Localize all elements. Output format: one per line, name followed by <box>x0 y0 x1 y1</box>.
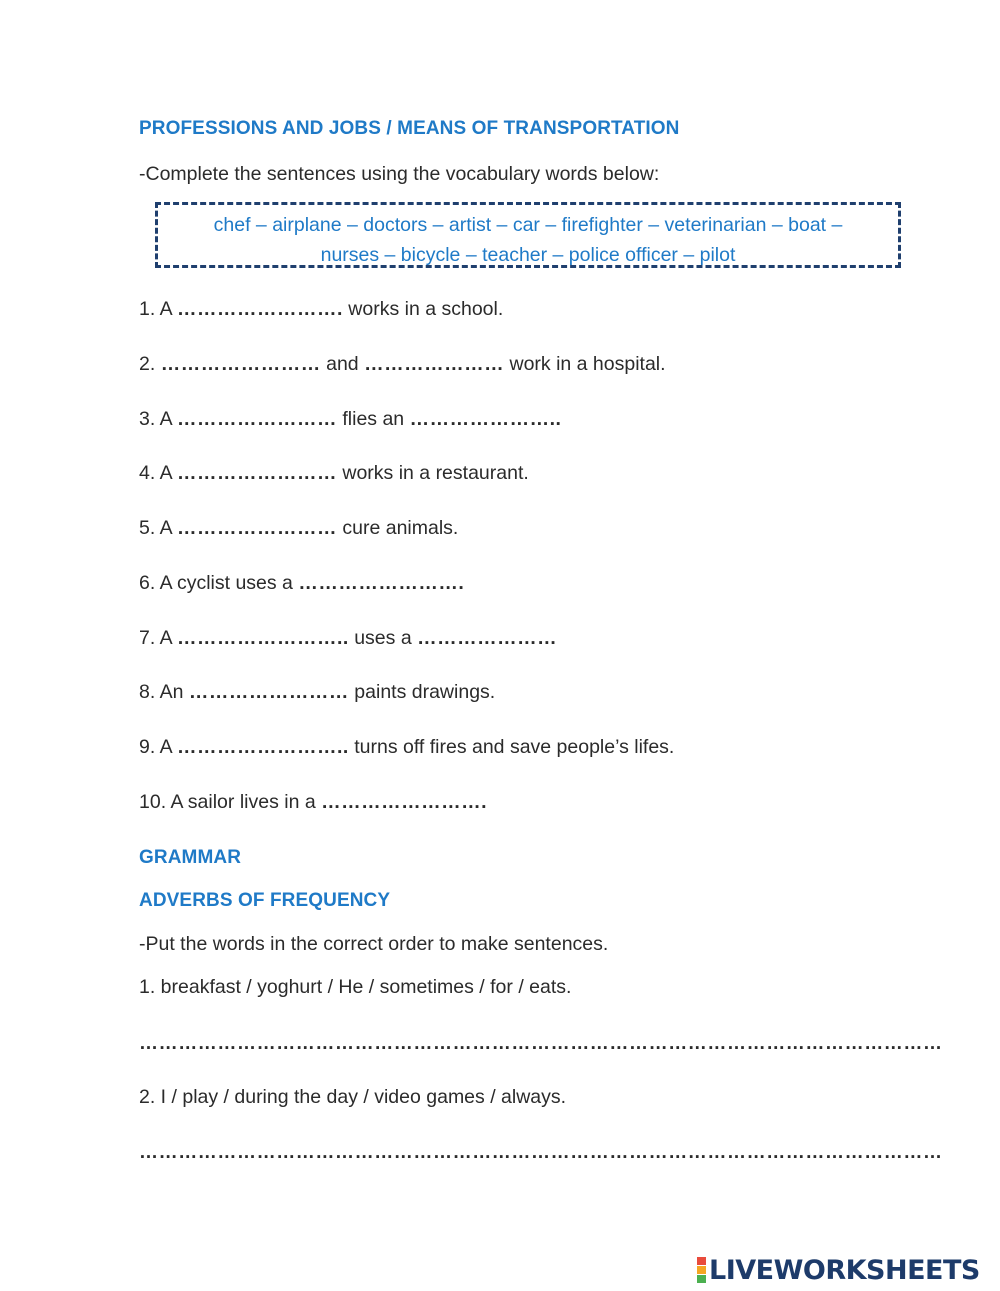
instruction-complete: -Complete the sentences using the vocabulary words below: <box>139 163 660 185</box>
sentence-4 <box>139 462 529 485</box>
sentence-text: flies an <box>336 408 410 430</box>
sentence-7 <box>139 627 557 650</box>
sentence-text: turns off fires and save people’s lifes. <box>348 736 675 758</box>
sentence-text: 2. <box>139 353 161 375</box>
blank-field[interactable]: …………………… <box>176 517 337 539</box>
blank-field[interactable]: …………………… <box>188 681 349 703</box>
sentence-text: work in a hospital. <box>504 353 666 375</box>
sentence-text: 4. A <box>139 462 177 484</box>
blank-field[interactable]: …………………… <box>176 408 337 430</box>
sentence-text: and <box>320 353 365 375</box>
liveworksheets-logo <box>697 1256 980 1284</box>
section-title-professions: PROFESSIONS AND JOBS / MEANS OF TRANSPORTATION <box>139 118 680 139</box>
blank-field[interactable]: …………………… <box>160 353 321 375</box>
sentence-10 <box>139 791 487 814</box>
answer-line-1[interactable]: …………………………………………………………………………………………………………… <box>139 1033 943 1054</box>
blank-field[interactable]: …………………… <box>176 462 337 484</box>
sentence-text: 7. A <box>139 627 177 649</box>
sentence-5 <box>139 517 458 540</box>
sentence-text: 5. A <box>139 517 177 539</box>
blank-field[interactable]: ……………………. <box>321 791 488 813</box>
sentence-2 <box>139 353 666 376</box>
word-bank-box <box>155 202 901 268</box>
blank-field[interactable]: ………………… <box>364 353 505 375</box>
sentence-9 <box>139 736 674 759</box>
blank-field[interactable]: …………………….. <box>176 627 349 649</box>
sentence-text: uses a <box>348 627 418 649</box>
logo-text: LIVEWORKSHEETS <box>709 1254 980 1286</box>
sentence-text: 9. A <box>139 736 177 758</box>
blank-field[interactable]: ……………………. <box>176 298 343 320</box>
word-bank-row-2: nurses – bicycle – teacher – police officer – pilot <box>320 244 736 266</box>
logo-block <box>697 1266 706 1274</box>
blank-field[interactable]: ……………………. <box>298 572 465 594</box>
order-prompt-2: 2. I / play / during the day / video games / always. <box>139 1086 567 1108</box>
order-prompt-1: 1. breakfast / yoghurt / He / sometimes / for / eats. <box>139 976 572 998</box>
sentence-text: 8. An <box>139 681 189 703</box>
logo-block <box>697 1257 706 1265</box>
sentence-6 <box>139 572 464 595</box>
blank-field[interactable]: …………………….. <box>176 736 349 758</box>
sentence-8 <box>139 681 495 704</box>
sentence-text: 6. A cyclist uses a <box>139 572 299 594</box>
answer-line-2[interactable]: …………………………………………………………………………………………………………… <box>139 1142 943 1163</box>
blank-field[interactable]: ………………… <box>417 627 558 649</box>
sentence-text: 3. A <box>139 408 177 430</box>
instruction-order: -Put the words in the correct order to make sentences. <box>139 933 609 955</box>
blank-field[interactable]: ………………….. <box>409 408 562 430</box>
logo-block <box>697 1275 706 1283</box>
logo-blocks-icon <box>697 1257 706 1283</box>
sentence-text: 1. A <box>139 298 177 320</box>
section-title-grammar: GRAMMAR <box>139 847 242 868</box>
section-subtitle-adverbs: ADVERBS OF FREQUENCY <box>139 890 391 911</box>
word-bank-row-1: chef – airplane – doctors – artist – car – firefighter – veterinarian – boat – <box>213 214 843 236</box>
sentence-text: works in a school. <box>342 298 504 320</box>
sentence-text: paints drawings. <box>348 681 496 703</box>
sentence-text: cure animals. <box>336 517 459 539</box>
sentence-3 <box>139 408 561 431</box>
sentence-text: 10. A sailor lives in a <box>139 791 322 813</box>
sentence-1 <box>139 298 503 321</box>
sentence-text: works in a restaurant. <box>336 462 529 484</box>
